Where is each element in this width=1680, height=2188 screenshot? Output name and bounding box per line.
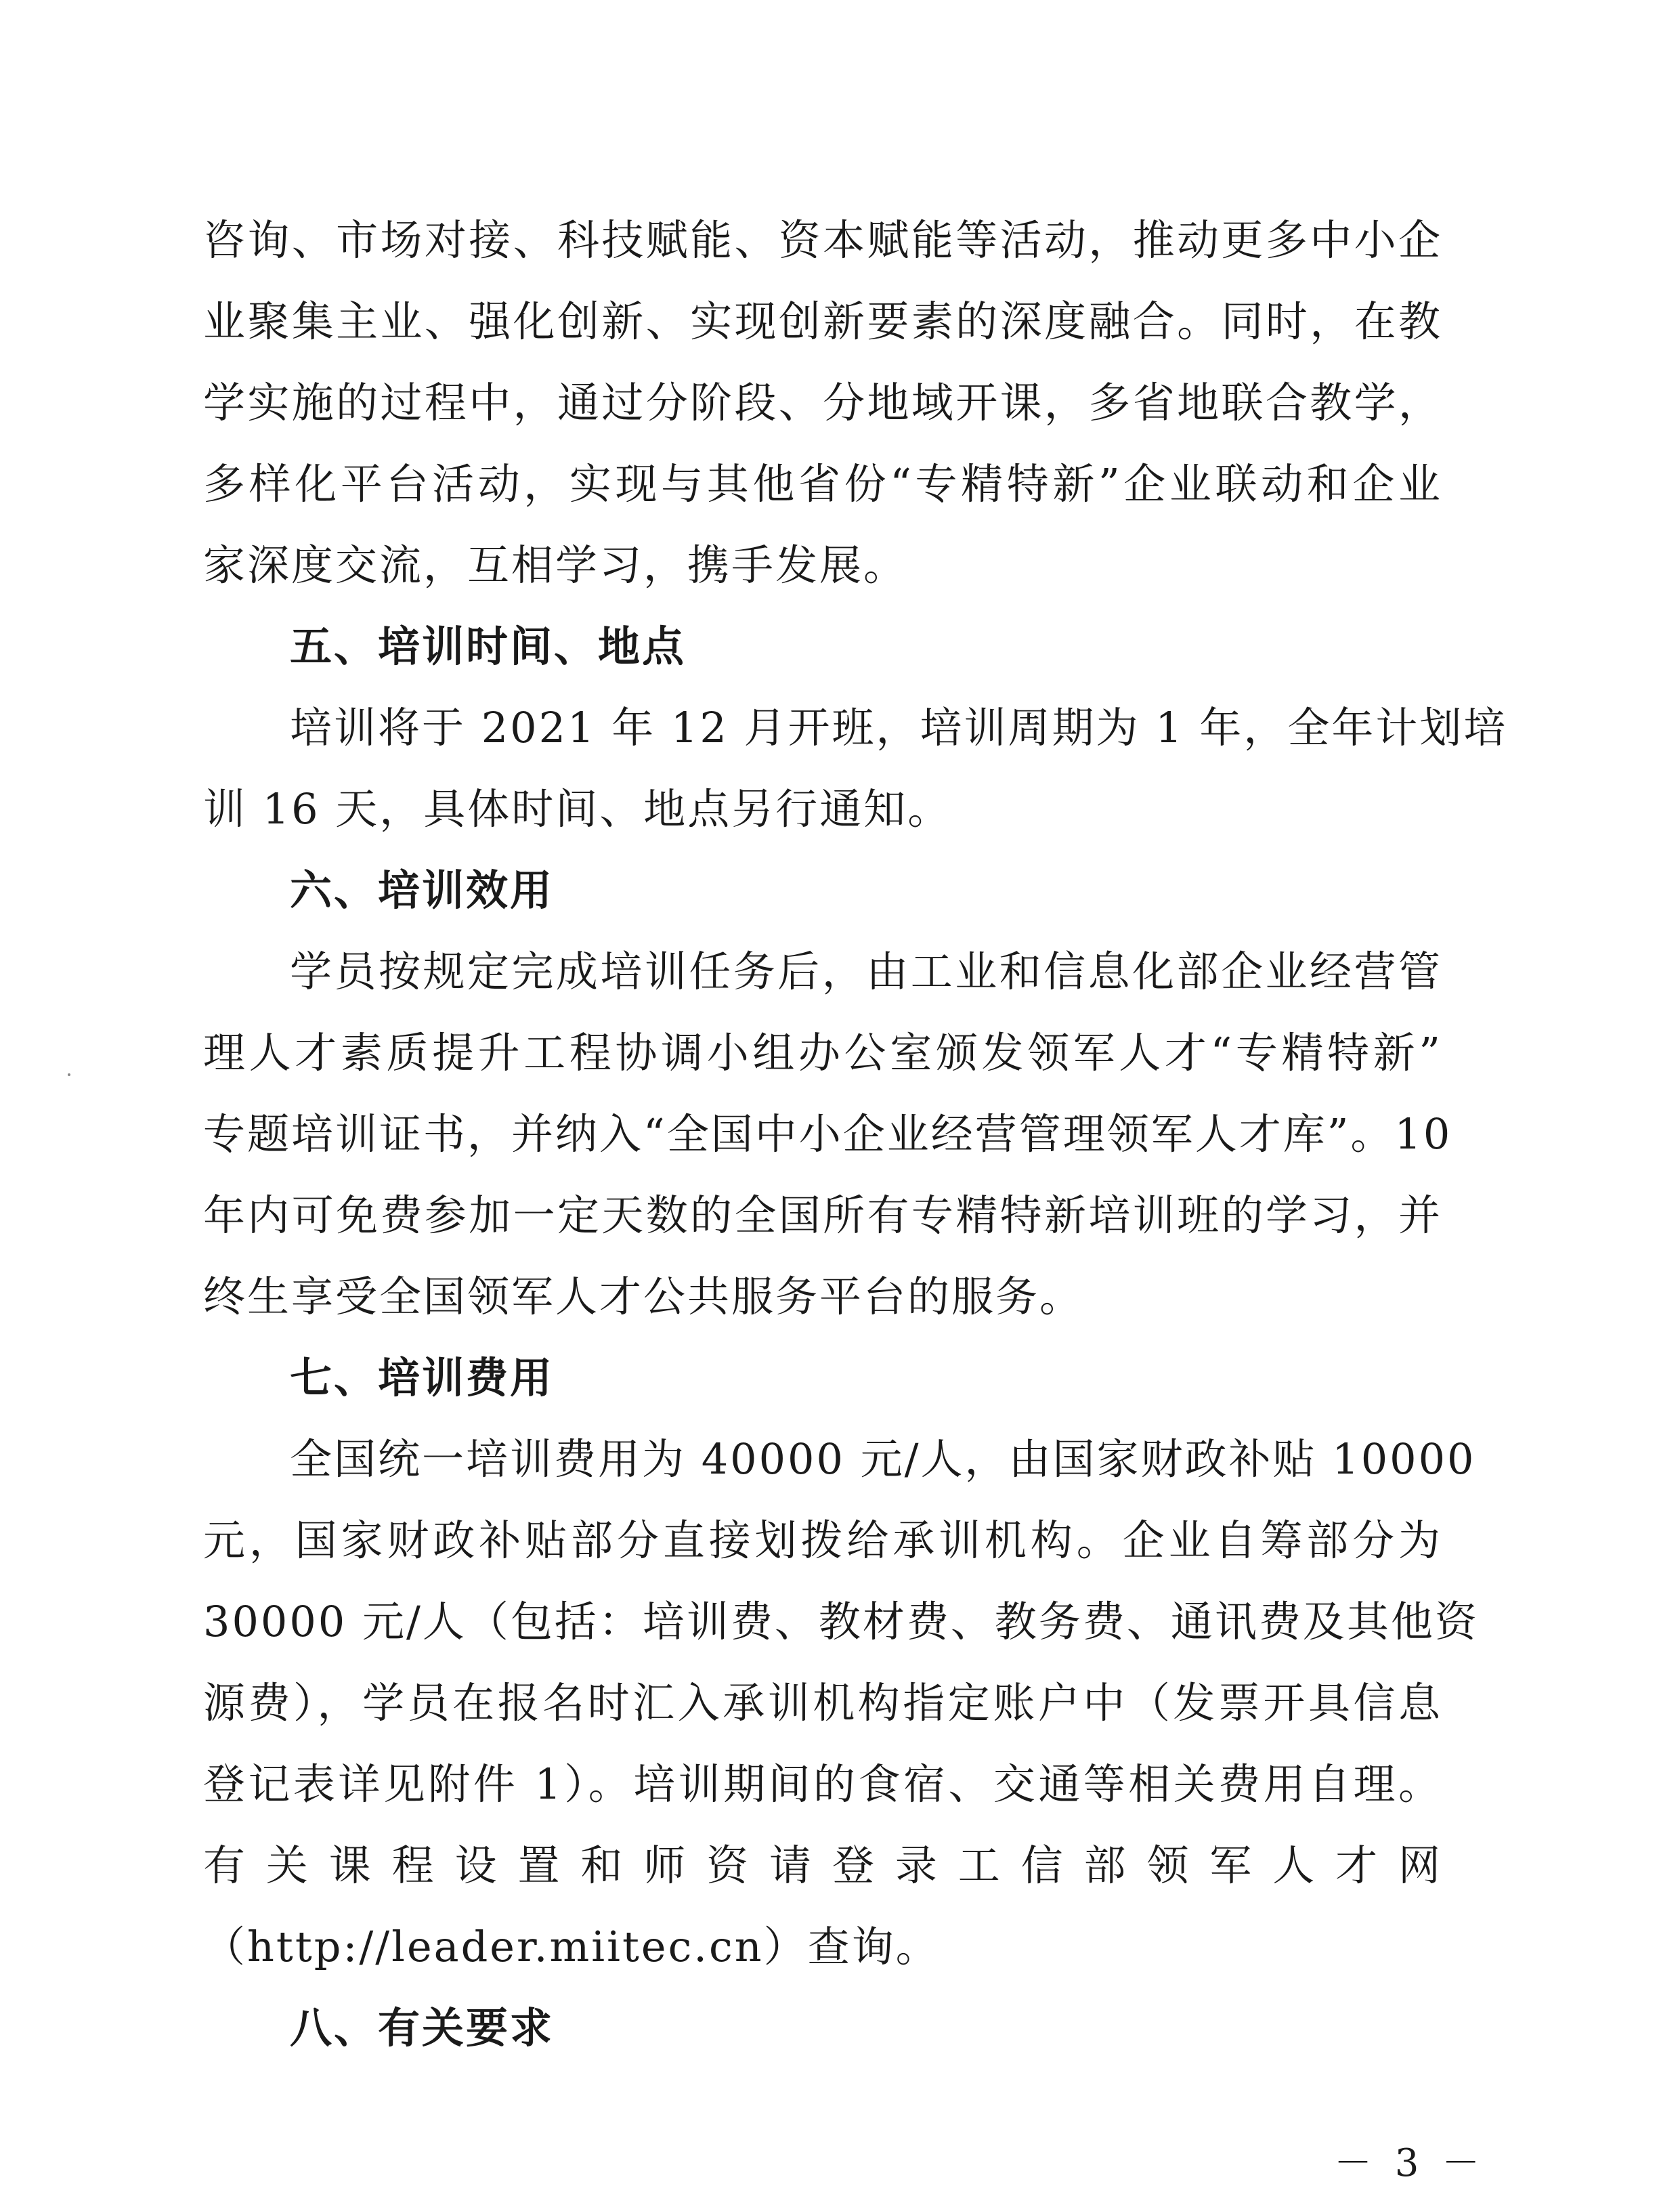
paragraph-line: 年内可免费参加一定天数的全国所有专精特新培训班的学习，并	[203, 1190, 1442, 1240]
paragraph-line: 有关课程设置和师资请登录工信部领军人才网	[203, 1841, 1442, 1890]
paragraph-line: 业聚集主业、强化创新、实现创新要素的深度融合。同时，在教	[203, 297, 1442, 346]
section-heading: 七、培训费用	[290, 1353, 555, 1402]
paragraph-line: 30000 元/人（包括：培训费、教材费、教务费、通讯费及其他资	[203, 1597, 1479, 1646]
section-heading: 八、有关要求	[290, 2003, 555, 2053]
paragraph-line: 登记表详见附件 1）。培训期间的食宿、交通等相关费用自理。	[203, 1759, 1442, 1809]
paragraph-line: 全国统一培训费用为 40000 元/人，由国家财政补贴 10000	[290, 1434, 1476, 1484]
page-number: － 3 －	[1334, 2141, 1486, 2185]
scan-speck	[68, 1073, 70, 1076]
paragraph-line: 源费），学员在报名时汇入承训机构指定账户中（发票开具信息	[203, 1678, 1442, 1728]
paragraph-line: 理人才素质提升工程协调小组办公室颁发领军人才“专精特新”	[203, 1028, 1442, 1077]
paragraph-line: 多样化平台活动，实现与其他省份“专精特新”企业联动和企业	[203, 459, 1442, 509]
paragraph-line: 终生享受全国领军人才公共服务平台的服务。	[203, 1272, 1084, 1321]
section-heading: 六、培训效用	[290, 865, 555, 915]
paragraph-line: 咨询、市场对接、科技赋能、资本赋能等活动，推动更多中小企	[203, 215, 1442, 265]
paragraph-line: 学实施的过程中，通过分阶段、分地域开课，多省地联合教学，	[203, 378, 1442, 427]
paragraph-line: 元，国家财政补贴部分直接划拨给承训机构。企业自筹部分为	[203, 1516, 1442, 1565]
paragraph-line: 培训将于 2021 年 12 月开班，培训周期为 1 年，全年计划培	[290, 703, 1508, 752]
paragraph-line: 训 16 天，具体时间、地点另行通知。	[203, 784, 952, 834]
section-heading: 五、培训时间、地点	[290, 622, 687, 671]
paragraph-line: （http://leader.miitec.cn）查询。	[203, 1922, 940, 1971]
paragraph-line: 专题培训证书，并纳入“全国中小企业经营管理领军人才库”。10	[203, 1109, 1452, 1159]
paragraph-line: 学员按规定完成培训任务后，由工业和信息化部企业经营管	[290, 947, 1442, 996]
paragraph-line: 家深度交流，互相学习，携手发展。	[203, 540, 908, 590]
